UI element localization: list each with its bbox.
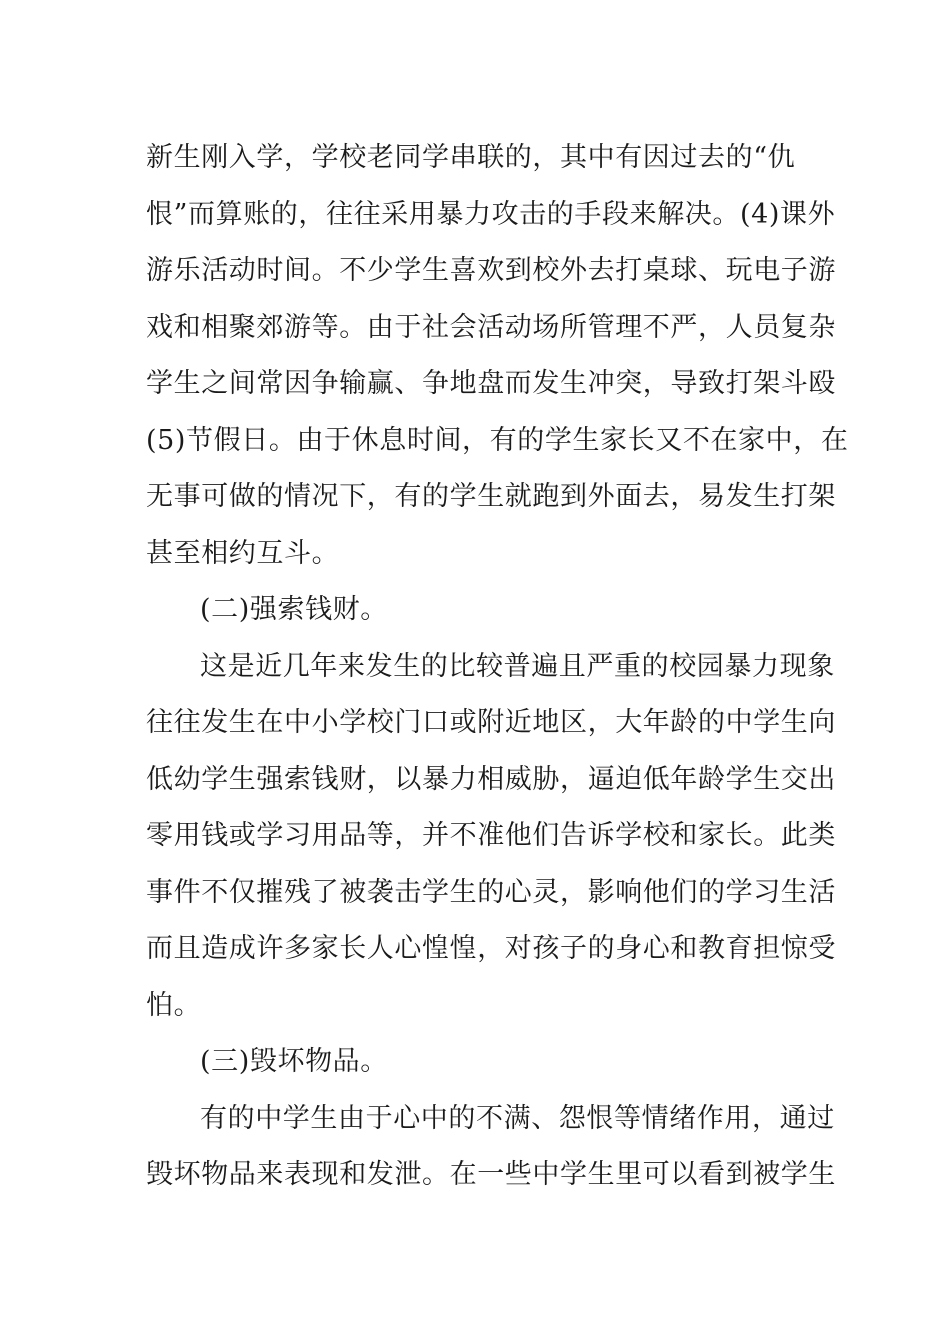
text-line: 无事可做的情况下，有的学生就跑到外面去，易发生打架 <box>146 481 836 512</box>
section-heading: (三)毁坏物品。 <box>200 1046 388 1077</box>
text-line: 新生刚入学，学校老同学串联的，其中有因过去的“仇 <box>146 142 796 173</box>
text-line: 往往发生在中小学校门口或附近地区，大年龄的中学生向 <box>146 707 836 738</box>
body-text <box>146 130 849 1204</box>
text-line: 事件不仅摧残了被袭击学生的心灵，影响他们的学习生活 <box>146 876 836 908</box>
text-line: 这是近几年来发生的比较普遍且严重的校园暴力现象 <box>200 650 835 682</box>
text-line: 戏和相聚郊游等。由于社会活动场所管理不严，人员复杂 <box>146 311 836 343</box>
text-line: 有的中学生由于心中的不满、怨恨等情绪作用，通过 <box>200 1102 835 1134</box>
text-line: 毁坏物品来表现和发泄。在一些中学生里可以看到被学生 <box>146 1159 836 1190</box>
text-line: 而且造成许多家长人心惶惶，对孩子的身心和教育担惊受 <box>146 933 836 964</box>
text-line: (5)节假日。由于休息时间，有的学生家长又不在家中，在 <box>146 424 849 456</box>
text-line: 甚至相约互斗。 <box>146 537 340 569</box>
text-line: 恨”而算账的，往往采用暴力攻击的手段来解决。(4)课外 <box>146 198 836 230</box>
text-line: 学生之间常因争输赢、争地盘而发生冲突，导致打架斗殴 <box>146 368 836 399</box>
section-heading: (二)强索钱财。 <box>200 594 388 625</box>
text-line: 低幼学生强索钱财，以暴力相威胁，逼迫低年龄学生交出 <box>146 763 836 795</box>
text-line: 怕。 <box>146 989 202 1021</box>
text-line: 游乐活动时间。不少学生喜欢到校外去打桌球、玩电子游 <box>146 255 836 286</box>
text-line: 零用钱或学习用品等，并不准他们告诉学校和家长。此类 <box>146 820 836 851</box>
